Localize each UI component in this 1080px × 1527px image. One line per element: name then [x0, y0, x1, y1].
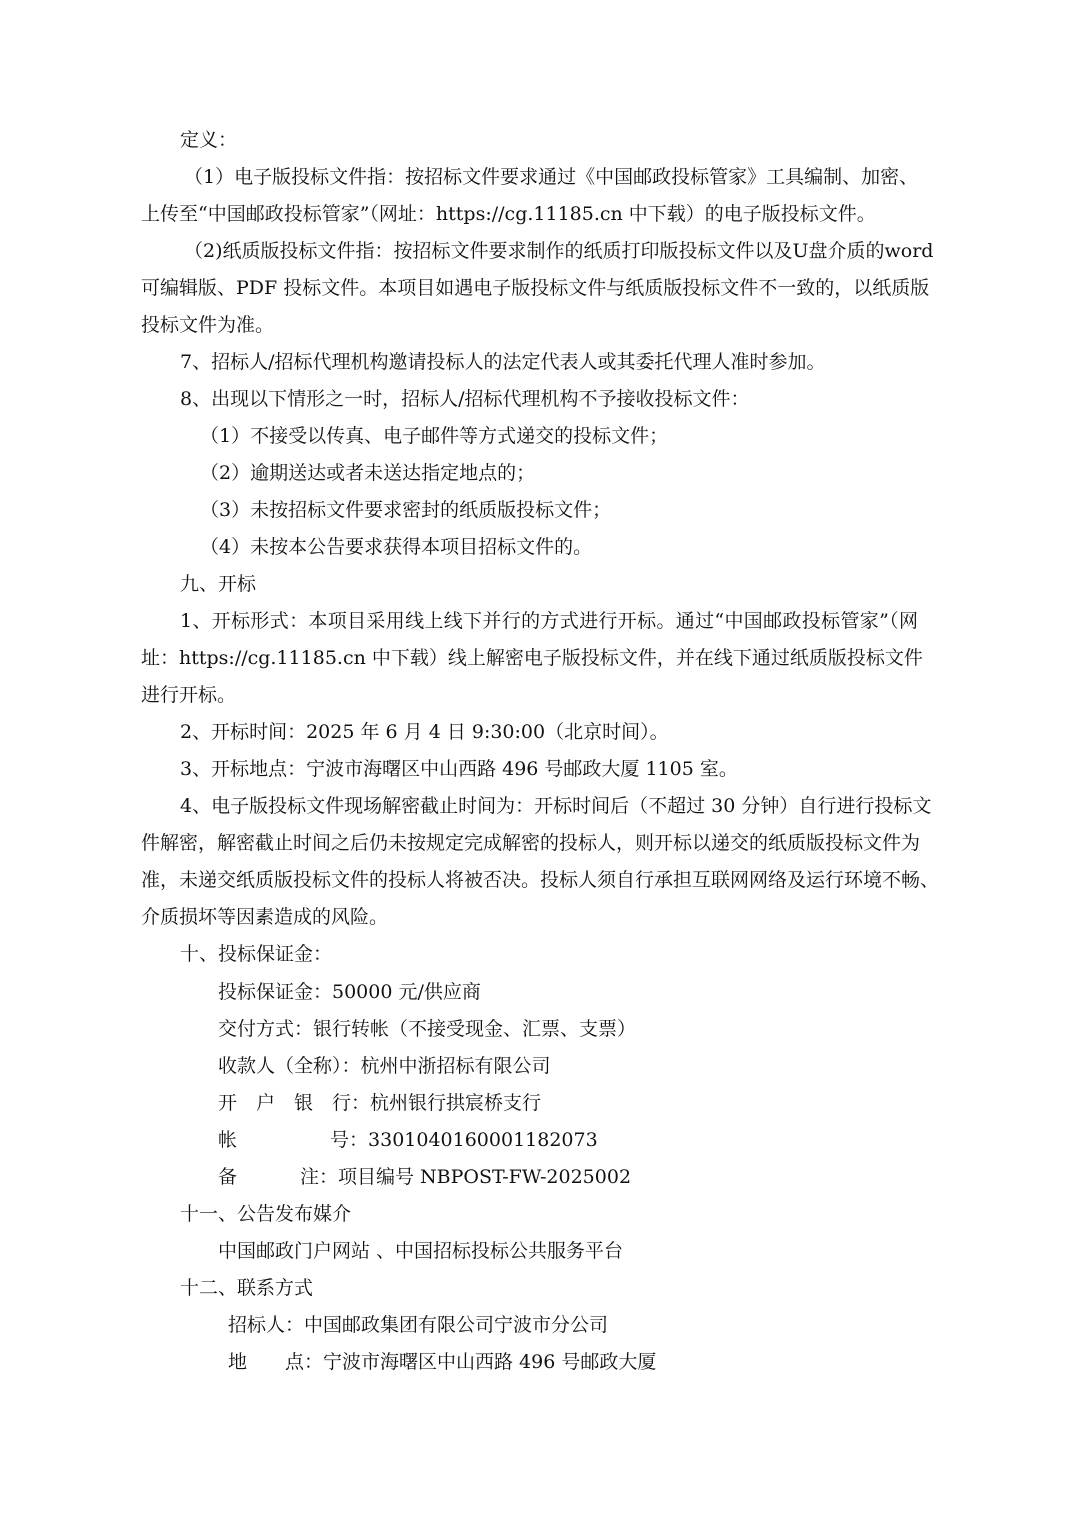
opening-location: 3、开标地点：宁波市海曙区中山西路 496 号邮政大厦 1105 室。 [180, 758, 738, 780]
paper-definition-line-3: 投标文件为准。 [141, 314, 275, 336]
address-label-start: 地 [228, 1351, 248, 1373]
deposit-method: 交付方式：银行转帐（不接受现金、汇票、支票） [218, 1018, 637, 1040]
address-label-end: 点： [285, 1351, 324, 1373]
opening-form-line-1: 1、开标形式：本项目采用线上线下并行的方式进行开标。通过“中国邮政投标管家”（网 [180, 610, 918, 632]
account-label-end: 号： [330, 1129, 369, 1151]
deposit-amount: 投标保证金：50000 元/供应商 [218, 981, 481, 1003]
bank-row [218, 1085, 541, 1122]
decrypt-line-4: 介质损坏等因素造成的风险。 [141, 906, 389, 928]
account-label-start: 帐 [218, 1129, 238, 1151]
media-value: 中国邮政门户网站 、中国招标投标公共服务平台 [218, 1240, 624, 1262]
paper-definition-line-2: 可编辑版、PDF 投标文件。本项目如遇电子版投标文件与纸质版投标文件不一致的，以纸质版 [141, 277, 930, 299]
opening-form-line-3: 进行开标。 [141, 684, 237, 706]
note-label-start: 备 [218, 1166, 238, 1188]
definitions-heading: 定义： [180, 129, 238, 151]
opening-heading: 九、开标 [180, 573, 257, 595]
opening-time: 2、开标时间：2025 年 6 月 4 日 9:30:00（北京时间）。 [180, 721, 669, 743]
bank-value: 杭州银行拱宸桥支行 [370, 1092, 542, 1114]
note-row [300, 1159, 631, 1196]
contact-heading: 十二、联系方式 [180, 1277, 314, 1299]
note-value: 项目编号 NBPOST-FW-2025002 [338, 1166, 632, 1188]
address-row [285, 1344, 656, 1381]
bank-label: 开 户 银 行： [218, 1092, 371, 1114]
media-heading: 十一、公告发布媒介 [180, 1203, 352, 1225]
rejection-case-1: （1）不接受以传真、电子邮件等方式递交的投标文件； [200, 425, 669, 447]
account-row [330, 1122, 598, 1159]
electronic-definition-line-2: 上传至“中国邮政投标管家”（网址：https://cg.11185.cn 中下载）的电子版投标文件。 [141, 203, 876, 225]
rejection-case-3: （3）未按招标文件要求密封的纸质版投标文件； [200, 499, 612, 521]
account-number: 3301040160001182073 [368, 1129, 598, 1151]
opening-form-line-2: 址：https://cg.11185.cn 中下载）线上解密电子版投标文件，并在线下通过纸质版投标文件 [141, 647, 923, 669]
decrypt-line-1: 4、电子版投标文件现场解密截止时间为：开标时间后（不超过 30 分钟）自行进行投标文 [180, 795, 932, 817]
item-8-intro: 8、出现以下情形之一时，招标人/招标代理机构不予接收投标文件： [180, 388, 750, 410]
decrypt-line-2: 件解密，解密截止时间之后仍未按规定完成解密的投标人，则开标以递交的纸质版投标文件为 [141, 832, 921, 854]
decrypt-line-3: 准，未递交纸质版投标文件的投标人将被否决。投标人须自行承担互联网网络及运行环境不畅、 [141, 869, 940, 891]
item-7-attendance: 7、招标人/招标代理机构邀请投标人的法定代表人或其委托代理人准时参加。 [180, 351, 826, 373]
deposit-heading: 十、投标保证金： [180, 943, 333, 965]
electronic-definition-line-1: （1）电子版投标文件指：按招标文件要求通过《中国邮政投标管家》工具编制、加密、 [184, 166, 919, 188]
rejection-case-4: （4）未按本公告要求获得本项目招标文件的。 [200, 536, 593, 558]
paper-definition-line-1: （2)纸质版投标文件指：按招标文件要求制作的纸质打印版投标文件以及U盘介质的word [184, 240, 934, 262]
contact-tenderer: 招标人：中国邮政集团有限公司宁波市分公司 [228, 1314, 609, 1336]
note-label-end: 注： [300, 1166, 339, 1188]
deposit-payee: 收款人（全称）：杭州中浙招标有限公司 [218, 1055, 551, 1077]
address-value: 宁波市海曙区中山西路 496 号邮政大厦 [323, 1351, 657, 1373]
rejection-case-2: （2）逾期送达或者未送达指定地点的； [200, 462, 536, 484]
